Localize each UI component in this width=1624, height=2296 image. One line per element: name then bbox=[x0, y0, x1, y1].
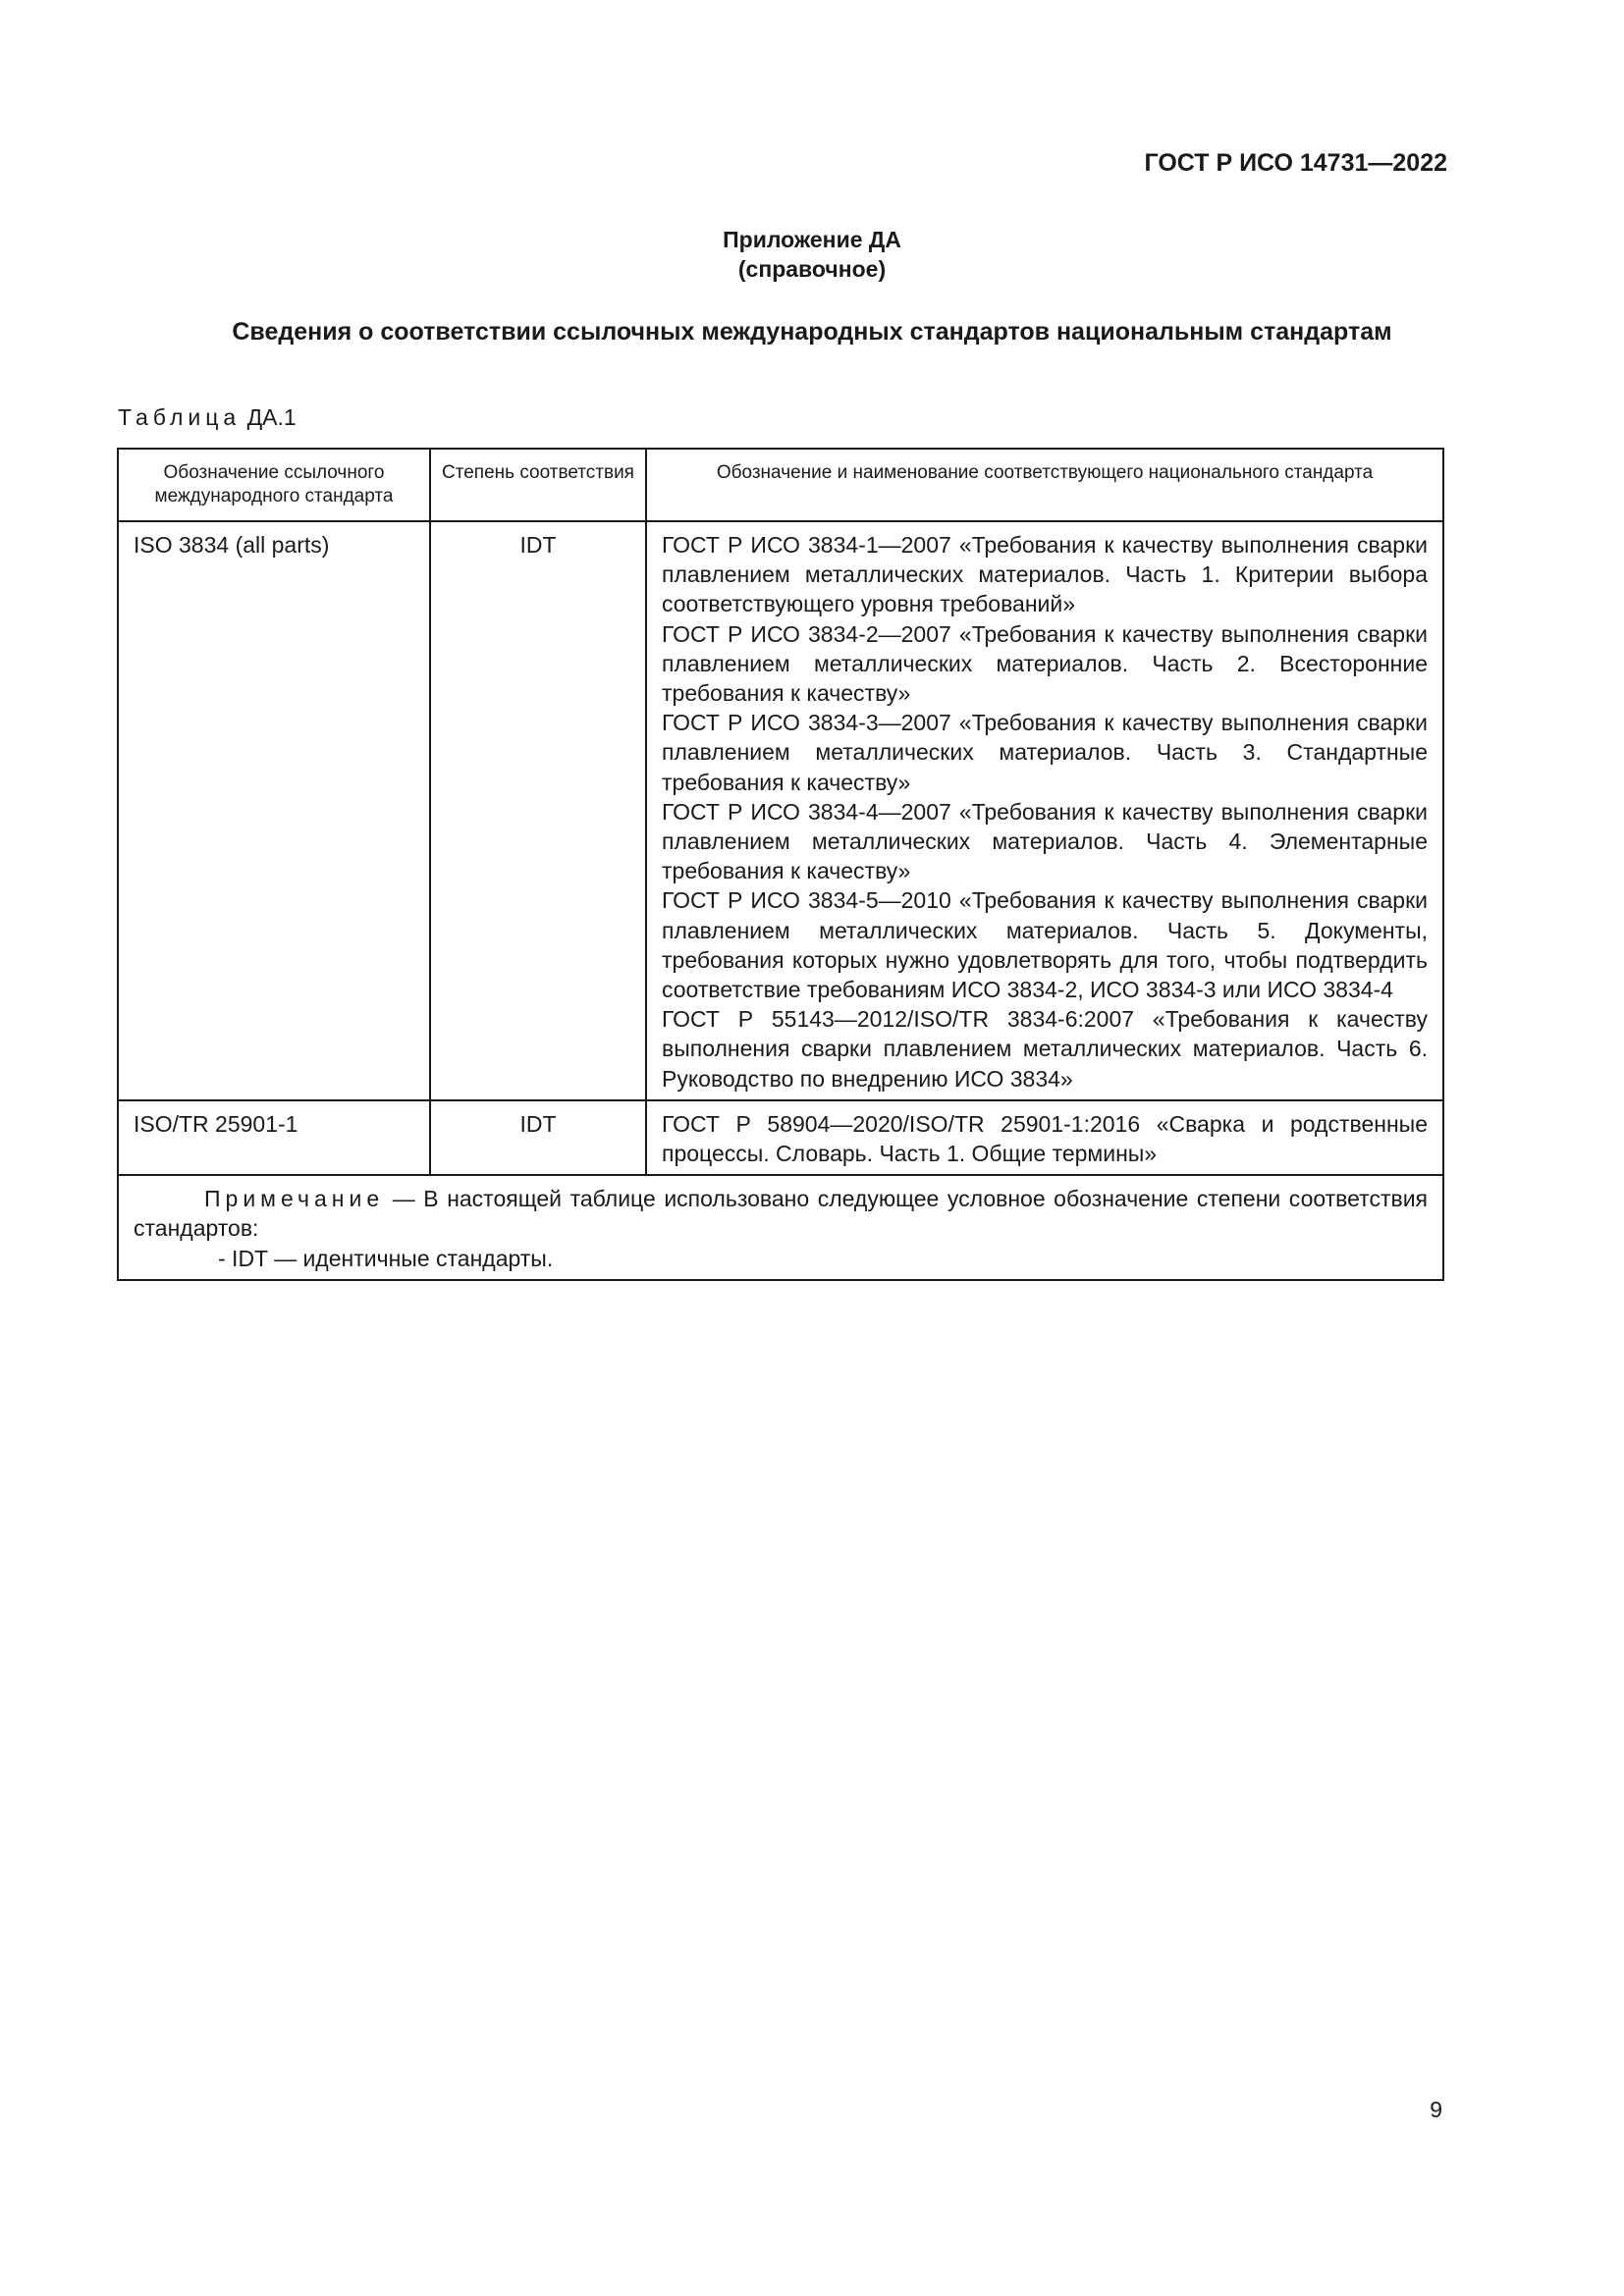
standard-entry: ГОСТ Р ИСО 3834-3—2007 «Требования к качеству выполнения сварки плавлением металлических материалов. Часть 3. Стандартные требования к качеству» bbox=[662, 710, 1428, 795]
column-header-degree: Степень соответствия bbox=[430, 449, 646, 521]
table-note bbox=[118, 1175, 1443, 1280]
annex-type: (справочное) bbox=[737, 256, 887, 282]
correspondence-table bbox=[117, 448, 1444, 1281]
table-caption-number: ДА.1 bbox=[246, 404, 297, 430]
column-header-reference: Обозначение ссылочного международного стандарта bbox=[118, 449, 430, 521]
column-header-national-standard: Обозначение и наименование соответствующего национального стандарта bbox=[646, 449, 1443, 521]
degree-cell: IDT bbox=[430, 1100, 646, 1175]
reference-cell: ISO/TR 25901-1 bbox=[118, 1100, 430, 1175]
standard-entry: ГОСТ Р 58904—2020/ISO/TR 25901-1:2016 «Сварка и родственные процессы. Словарь. Часть 1. Общие термины» bbox=[662, 1110, 1428, 1167]
standard-entry: ГОСТ Р 55143—2012/ISO/TR 3834-6:2007 «Требования к качеству выполнения сварки плавлением металлических материалов. Часть 6. Руководство по внедрению ИСО 3834» bbox=[662, 1006, 1428, 1092]
standard-entry: ГОСТ Р ИСО 3834-1—2007 «Требования к качеству выполнения сварки плавлением металлических материалов. Часть 1. Критерии выбора соответствующего уровня требований» bbox=[662, 532, 1428, 617]
national-standards-cell bbox=[646, 521, 1443, 1100]
section-title: Сведения о соответствии ссылочных международных стандартов национальным стандартам bbox=[232, 318, 1392, 346]
reference-cell: ISO 3834 (all parts) bbox=[118, 521, 430, 1100]
national-standards-cell bbox=[646, 1100, 1443, 1175]
note-body: — В настоящей таблице использовано следующее условное обозначение степени соответствия стандартов: bbox=[134, 1186, 1429, 1242]
degree-cell: IDT bbox=[430, 521, 646, 1100]
table-caption-label: Таблица bbox=[118, 404, 242, 430]
note-bullet: - IDT — идентичные стандарты. bbox=[218, 1245, 554, 1271]
standard-entry: ГОСТ Р ИСО 3834-5—2010 «Требования к качеству выполнения сварки плавлением металлических материалов. Часть 5. Документы, требования которых нужно удовлетворять для того, чтобы подтвердить соответствие требованиям ИСО 3834-2, ИСО 3834-3 или ИСО 3834-4 bbox=[662, 887, 1428, 1003]
document-code: ГОСТ Р ИСО 14731—2022 bbox=[1144, 149, 1447, 177]
table-row bbox=[118, 521, 1443, 1100]
table-note-row bbox=[118, 1175, 1443, 1280]
annex-heading bbox=[0, 225, 1624, 284]
table-header-row bbox=[118, 449, 1443, 521]
standard-entry: ГОСТ Р ИСО 3834-4—2007 «Требования к качеству выполнения сварки плавлением металлических материалов. Часть 4. Элементарные требования к качеству» bbox=[662, 798, 1428, 884]
annex-title: Приложение ДА bbox=[723, 227, 901, 252]
page-number: 9 bbox=[1430, 2097, 1442, 2122]
note-label: Примечание bbox=[204, 1186, 385, 1212]
table-caption bbox=[118, 404, 297, 431]
note-text bbox=[134, 1184, 1428, 1243]
table-row bbox=[118, 1100, 1443, 1175]
standard-entry: ГОСТ Р ИСО 3834-2—2007 «Требования к качеству выполнения сварки плавлением металлических материалов. Часть 2. Всесторонние требования к качеству» bbox=[662, 620, 1428, 707]
